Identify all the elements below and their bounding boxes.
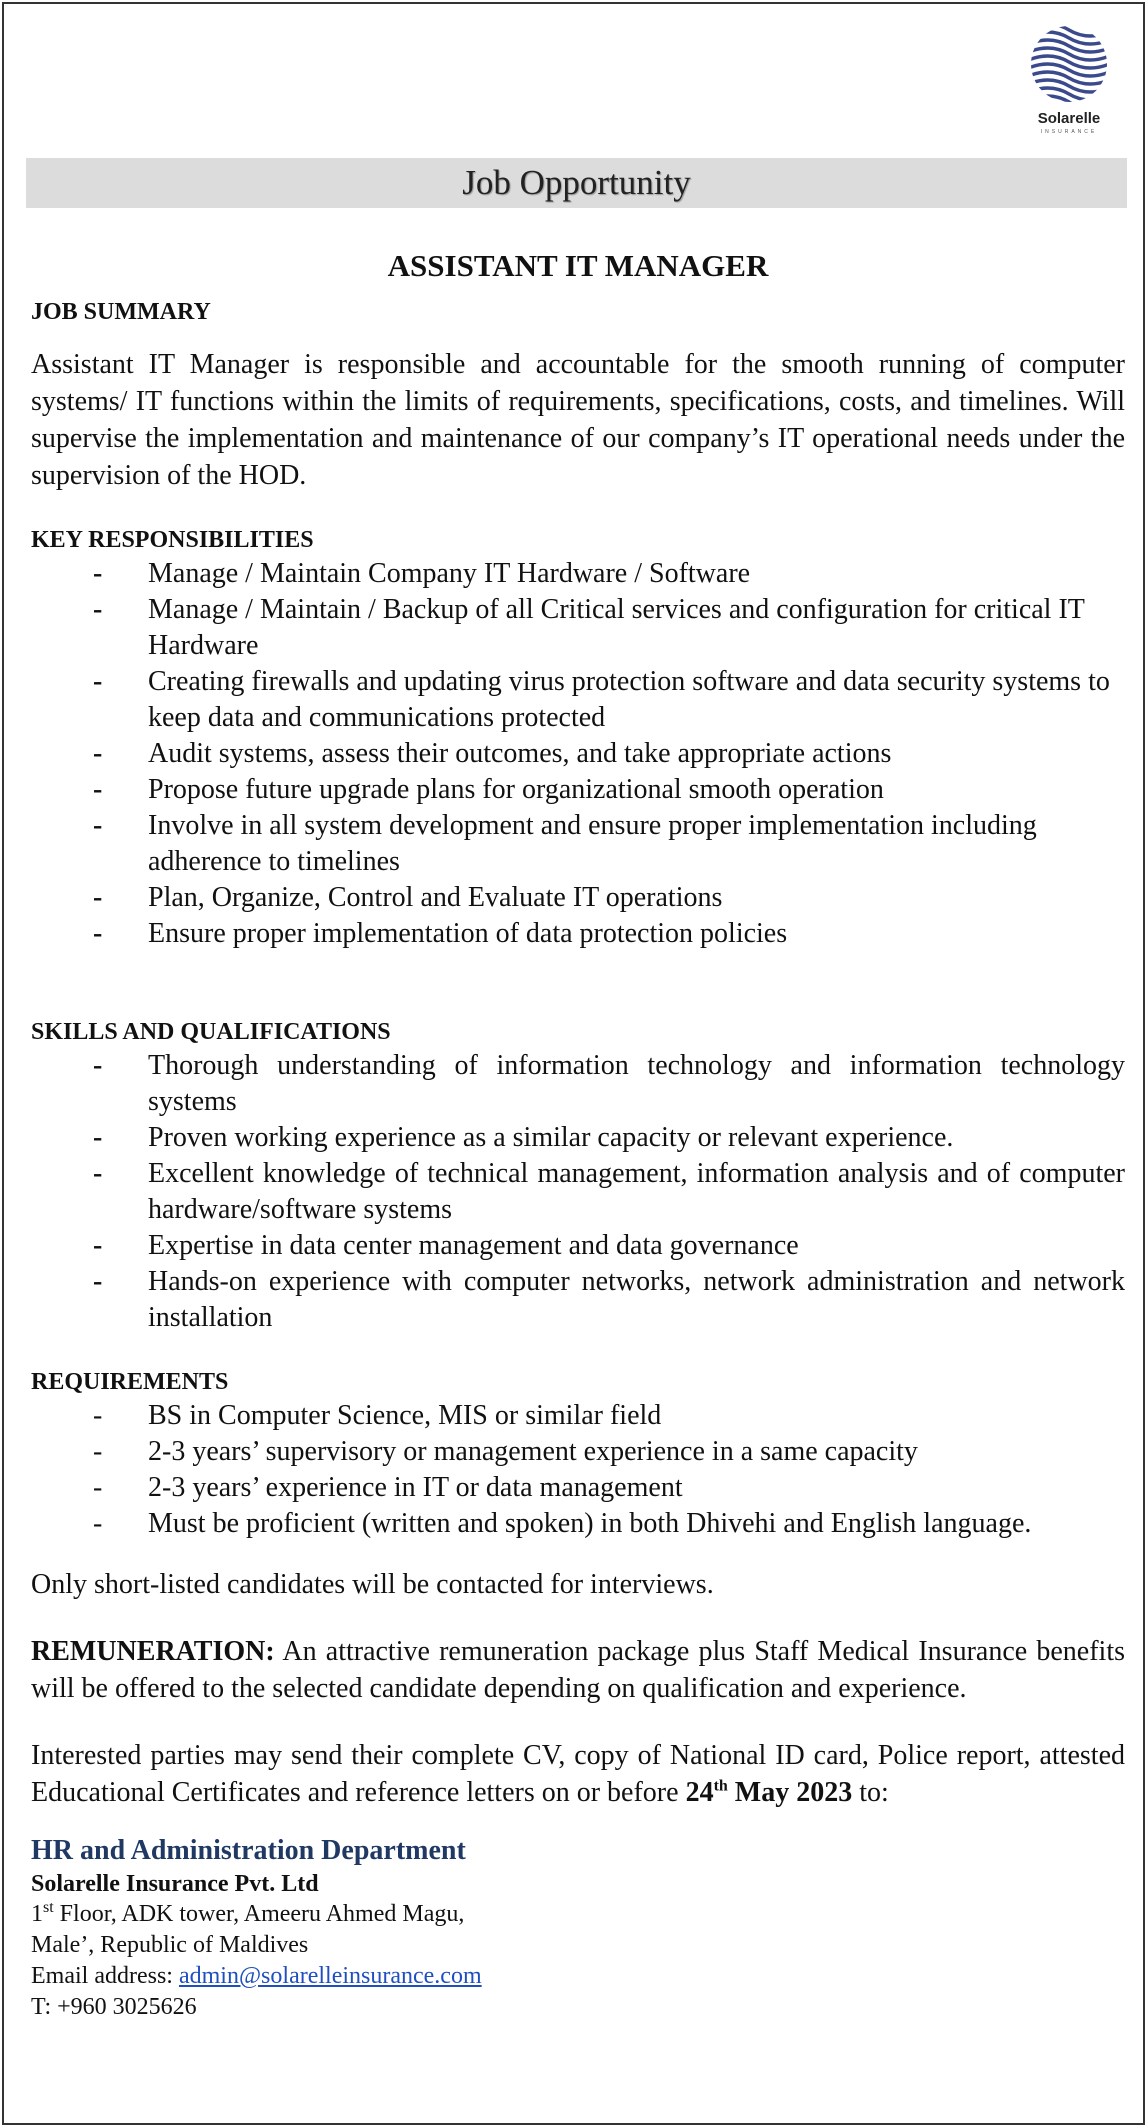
dash-bullet: - <box>93 738 103 769</box>
company-name: Solarelle Insurance Pvt. Ltd <box>31 1871 319 1897</box>
list-item-text: Ensure proper implementation of data protection policies <box>148 918 788 949</box>
list-item-text: Propose future upgrade plans for organizational smooth operation <box>148 774 884 805</box>
dash-bullet: - <box>93 774 103 805</box>
floor-suffix: st <box>43 1899 54 1916</box>
responsibilities-heading: KEY RESPONSIBILITIES <box>31 527 314 553</box>
requirements-heading: REQUIREMENTS <box>31 1369 229 1395</box>
dash-bullet: - <box>93 666 103 697</box>
list-item-text: Plan, Organize, Control and Evaluate IT operations <box>148 882 723 913</box>
list-item <box>31 772 1125 808</box>
job-advert-page <box>2 2 1145 2125</box>
list-item-text: Excellent knowledge of technical management, information analysis and of computer hardware/software systems <box>148 1158 1125 1225</box>
list-item <box>31 1264 1125 1336</box>
responsibilities-list <box>31 556 1125 952</box>
list-item <box>31 1120 1125 1156</box>
application-instructions <box>31 1737 1125 1811</box>
application-text: Interested parties may send their complete CV, copy of National ID card, Police report, attested Educational Certificates and reference letters on or before <box>31 1740 1125 1808</box>
email-line <box>31 1961 1125 1992</box>
dash-bullet: - <box>93 558 103 589</box>
list-item <box>31 808 1125 880</box>
dash-bullet: - <box>93 1400 103 1431</box>
list-item <box>31 1228 1125 1264</box>
address-line-1 <box>31 1899 1125 1930</box>
list-item-text: Expertise in data center management and data governance <box>148 1230 799 1261</box>
list-item <box>31 1048 1125 1120</box>
floor-number: 1 <box>31 1901 43 1927</box>
list-item-text: Creating firewalls and updating virus protection software and data security systems to keep data and communications protected <box>148 666 1110 733</box>
dash-bullet: - <box>93 918 103 949</box>
summary-heading: JOB SUMMARY <box>31 299 211 325</box>
list-item <box>31 1434 1125 1470</box>
list-item-text: Manage / Maintain / Backup of all Critical services and configuration for critical IT Hardware <box>148 594 1085 661</box>
dash-bullet: - <box>93 882 103 913</box>
dash-bullet: - <box>93 810 103 841</box>
phone-line: T: +960 3025626 <box>31 1994 197 2020</box>
logo-subtitle: INSURANCE <box>1040 129 1098 135</box>
dash-bullet: - <box>93 1508 103 1539</box>
dash-bullet: - <box>93 1122 103 1153</box>
list-item-text: Manage / Maintain Company IT Hardware / Software <box>148 558 751 589</box>
list-item <box>31 880 1125 916</box>
deadline-month-year: May 2023 <box>734 1777 853 1808</box>
skills-heading: SKILLS AND QUALIFICATIONS <box>31 1019 391 1045</box>
list-item-text: Hands-on experience with computer networks, network administration and network installation <box>148 1266 1125 1333</box>
list-item <box>31 556 1125 592</box>
list-item-text: Involve in all system development and ensure proper implementation including adherence to timelines <box>148 810 1037 877</box>
list-item <box>31 592 1125 664</box>
list-item-text: Must be proficient (written and spoken) in both Dhivehi and English language. <box>148 1508 1032 1539</box>
remuneration-text: An attractive remuneration package plus Staff Medical Insurance benefits will be offered to the selected candidate depending on qualification and experience. <box>31 1636 1125 1704</box>
application-ending: to: <box>859 1777 889 1808</box>
dash-bullet: - <box>93 1266 103 1297</box>
dash-bullet: - <box>93 1436 103 1467</box>
company-logo <box>1019 18 1119 140</box>
list-item-text: Thorough understanding of information technology and information technology systems <box>148 1050 1125 1117</box>
remuneration-label: REMUNERATION: <box>31 1636 275 1667</box>
address-line-2: Male’, Republic of Maldives <box>31 1932 309 1958</box>
job-title: ASSISTANT IT MANAGER <box>387 248 769 283</box>
list-item-text: BS in Computer Science, MIS or similar field <box>148 1400 662 1431</box>
list-item-text: 2-3 years’ experience in IT or data management <box>148 1472 683 1503</box>
list-item-text: Proven working experience as a similar capacity or relevant experience. <box>148 1122 954 1153</box>
requirements-list <box>31 1398 1125 1542</box>
department-name: HR and Administration Department <box>31 1835 466 1866</box>
deadline-date <box>686 1777 853 1808</box>
logo-wordmark: Solarelle <box>1037 110 1101 127</box>
dash-bullet: - <box>93 1472 103 1503</box>
deadline-day-suffix: th <box>713 1777 728 1795</box>
email-link[interactable]: admin@solarelleinsurance.com <box>178 1963 482 1989</box>
list-item <box>31 1398 1125 1434</box>
list-item <box>31 736 1125 772</box>
summary-text: Assistant IT Manager is responsible and accountable for the smooth running of computer systems/ IT functions within the limits of requirements, specifications, costs, and timelines. Will supervise the implementation and maintenance of our company’s IT operational needs under the supervision of the HOD. <box>31 349 1125 491</box>
dash-bullet: - <box>93 1050 103 1081</box>
striped-globe-icon <box>1019 18 1119 110</box>
email-label: Email address: <box>31 1963 173 1989</box>
list-item-text: Audit systems, assess their outcomes, and take appropriate actions <box>148 738 892 769</box>
shortlist-note: Only short-listed candidates will be contacted for interviews. <box>31 1569 714 1600</box>
dash-bullet: - <box>93 1230 103 1261</box>
list-item <box>31 664 1125 736</box>
dash-bullet: - <box>93 1158 103 1189</box>
skills-list <box>31 1048 1125 1336</box>
remuneration-paragraph <box>31 1633 1125 1707</box>
list-item <box>31 916 1125 952</box>
address-line-1-rest: Floor, ADK tower, Ameeru Ahmed Magu, <box>59 1901 465 1927</box>
advert-body <box>31 246 1125 2023</box>
list-item-text: 2-3 years’ supervisory or management experience in a same capacity <box>148 1436 918 1467</box>
banner-title: Job Opportunity <box>26 158 1127 208</box>
list-item <box>31 1506 1125 1542</box>
list-item <box>31 1156 1125 1228</box>
deadline-day: 24 <box>685 1777 714 1808</box>
list-item <box>31 1470 1125 1506</box>
contact-block <box>31 1833 1125 2023</box>
dash-bullet: - <box>93 594 103 625</box>
